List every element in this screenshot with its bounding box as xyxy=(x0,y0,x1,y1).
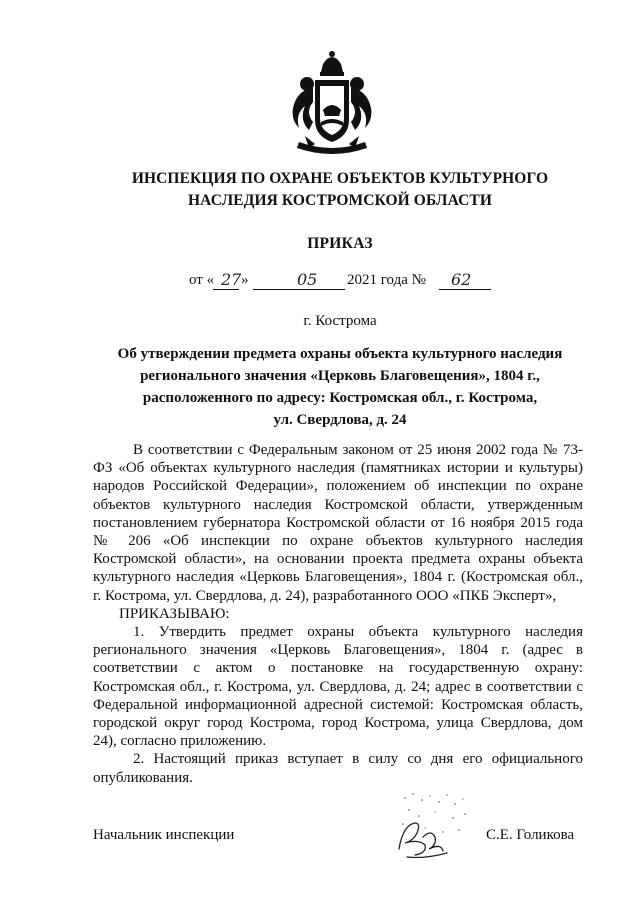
agency-name xyxy=(90,168,590,212)
number-underline xyxy=(439,289,491,290)
date-prefix: от « xyxy=(189,272,215,288)
month-underline xyxy=(253,289,345,290)
signer-position: Начальник инспекции xyxy=(93,827,235,843)
order-month: 05 xyxy=(297,270,318,289)
order-title: ПРИКАЗ xyxy=(307,235,373,252)
day-underline xyxy=(213,289,239,290)
subject-line-3: расположенного по адресу: Костромская обл., г. Кострома, xyxy=(142,390,538,406)
handwritten-signature-icon xyxy=(385,815,465,863)
order-directive: ПРИКАЗЫВАЮ: xyxy=(119,605,230,622)
agency-line-1: ИНСПЕКЦИЯ ПО ОХРАНЕ ОБЪЕКТОВ КУЛЬТУРНОГО xyxy=(131,170,549,187)
order-number: 62 xyxy=(451,270,472,289)
subject-line-4: ул. Свердлова, д. 24 xyxy=(273,412,407,428)
kostroma-coat-of-arms-icon xyxy=(285,50,380,160)
order-day: 27 xyxy=(221,270,242,289)
preamble-paragraph: В соответствии с Федеральным законом от 25 июня 2002 года № 73-ФЗ «Об объектах культурного наследия (памятниках истории и культуры) народов Российской Федерации», положением об инспекции по охране объектов культурного наследия Костромской области, утвержденным постановлением губернатора Костромской области от 16 ноября 2015 года № 206 «Об инспекции по охране объектов культурного наследия Костромской области», на основании проекта предмета охраны объекта культурного наследия «Церковь Благовещения», 1804 г. (Костромская обл., г. Кострома, ул. Свердлова, д. 24), разработанного ООО «ПКБ Эксперт», xyxy=(93,442,583,604)
order-item-1: 1. Утвердить предмет охраны объекта культурного наследия регионального значения «Церковь Благовещения», 1804 г. (адрес в соответствии с актом о постановке на государственную охрану: Костромская обл., г. Кострома, ул. Свердлова, д. 24; адрес в соответствии с Федеральной информационной адресной системой: Костромская область, городской округ город Кострома, город Кострома, улица Свердлова, дом 24), согласно приложению. xyxy=(93,624,583,750)
signer-name: С.Е. Голикова xyxy=(486,827,575,843)
agency-line-2: НАСЛЕДИЯ КОСТРОМСКОЙ ОБЛАСТИ xyxy=(188,192,492,209)
date-day-close: » xyxy=(241,272,249,288)
order-body xyxy=(93,441,583,787)
subject-line-1: Об утверждении предмета охраны объекта культурного наследия xyxy=(117,346,563,362)
order-item-2: 2. Настоящий приказ вступает в силу со дня его официального опубликования. xyxy=(93,751,583,786)
signature-block xyxy=(0,815,640,865)
order-subject xyxy=(90,343,590,431)
order-city: г. Кострома xyxy=(303,313,377,329)
order-year-text: 2021 года № xyxy=(347,272,426,288)
subject-line-2: регионального значения «Церковь Благовещения», 1804 г., xyxy=(140,368,540,384)
